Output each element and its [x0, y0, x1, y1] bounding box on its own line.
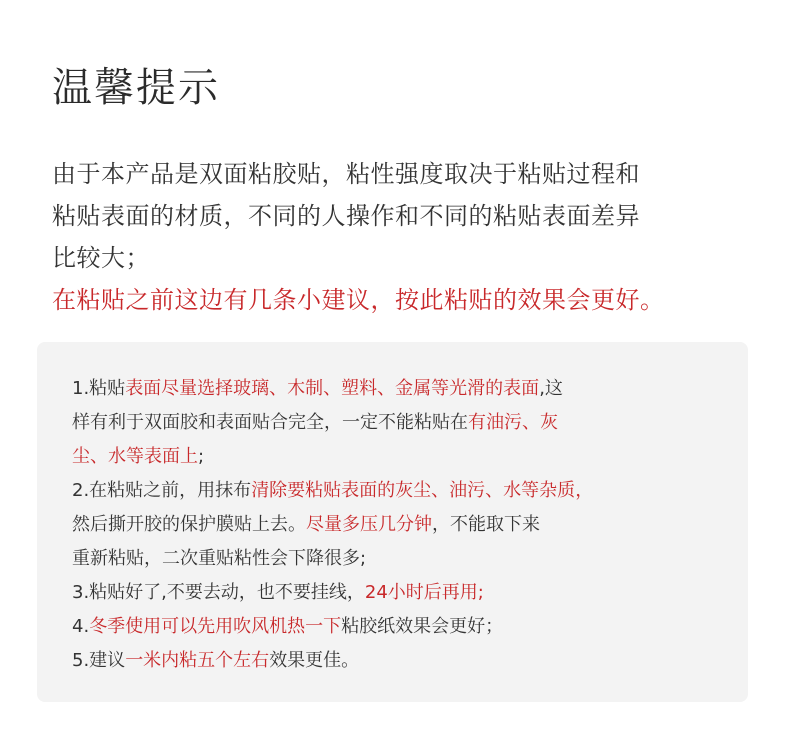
- tip-1-text: 1.粘贴: [72, 378, 126, 399]
- tip-3-line-1: [72, 576, 722, 610]
- tip-2-text: 重新粘贴，二次重贴粘性会下降很多;: [72, 548, 367, 569]
- intro-note: 在粘贴之前这边有几条小建议，按此粘贴的效果会更好。: [52, 286, 665, 314]
- tip-4-text: 4.: [72, 616, 90, 637]
- tip-5-text: 5.建议: [72, 650, 126, 671]
- tip-2-text: ，: [575, 480, 594, 501]
- tip-1-highlight: 尘、水等表面上: [72, 446, 198, 467]
- tip-2-highlight: 尽量多压几分钟: [306, 514, 432, 535]
- tip-2-line-3: [72, 542, 722, 576]
- tip-2-line-1: [72, 474, 722, 508]
- intro-line-3: 比较大；: [52, 244, 150, 272]
- tip-1-text: ,这: [539, 378, 563, 399]
- tip-1-text: ;: [198, 446, 205, 467]
- tip-1-text: 样有利于双面胶和表面贴合完全，一定不能粘贴在: [72, 412, 468, 433]
- tips-list: [72, 372, 722, 678]
- tip-5-highlight: 一米内粘五个左右: [125, 650, 270, 671]
- tip-5-line-1: [72, 644, 722, 678]
- tip-1-line-2: [72, 406, 722, 440]
- tip-2-text: 然后撕开胶的保护膜贴上去。: [72, 514, 306, 535]
- tip-2-text: 2.在粘贴之前，用抹布: [72, 480, 252, 501]
- intro-paragraph: [52, 153, 772, 321]
- tip-3-text: 3.粘贴好了,不要去动，也不要挂线，: [72, 582, 365, 603]
- page-title: 温馨提示: [52, 65, 220, 111]
- tip-1-line-1: [72, 372, 722, 406]
- tip-2-line-2: [72, 508, 722, 542]
- tip-1-highlight: 表面尽量选择玻璃、木制、塑料、金属等光滑的表面: [125, 378, 540, 399]
- tip-4-highlight: 冬季使用可以先用吹风机热一下: [89, 616, 342, 637]
- intro-line-2: 粘贴表面的材质，不同的人操作和不同的粘贴表面差异: [52, 202, 640, 230]
- tip-1-highlight: 有油污、灰: [468, 412, 558, 433]
- tip-3-highlight: 24小时后再用;: [364, 582, 484, 603]
- tip-4-line-1: [72, 610, 722, 644]
- tip-2-text: ，不能取下来: [432, 514, 540, 535]
- tip-2-highlight: 清除要粘贴表面的灰尘、油污、水等杂质: [251, 480, 576, 501]
- tip-4-text: 粘胶纸效果会更好；: [341, 616, 504, 637]
- intro-line-1: 由于本产品是双面粘胶贴，粘性强度取决于粘贴过程和: [52, 160, 640, 188]
- tip-5-text: 效果更佳。: [269, 650, 360, 671]
- tip-1-line-3: [72, 440, 722, 474]
